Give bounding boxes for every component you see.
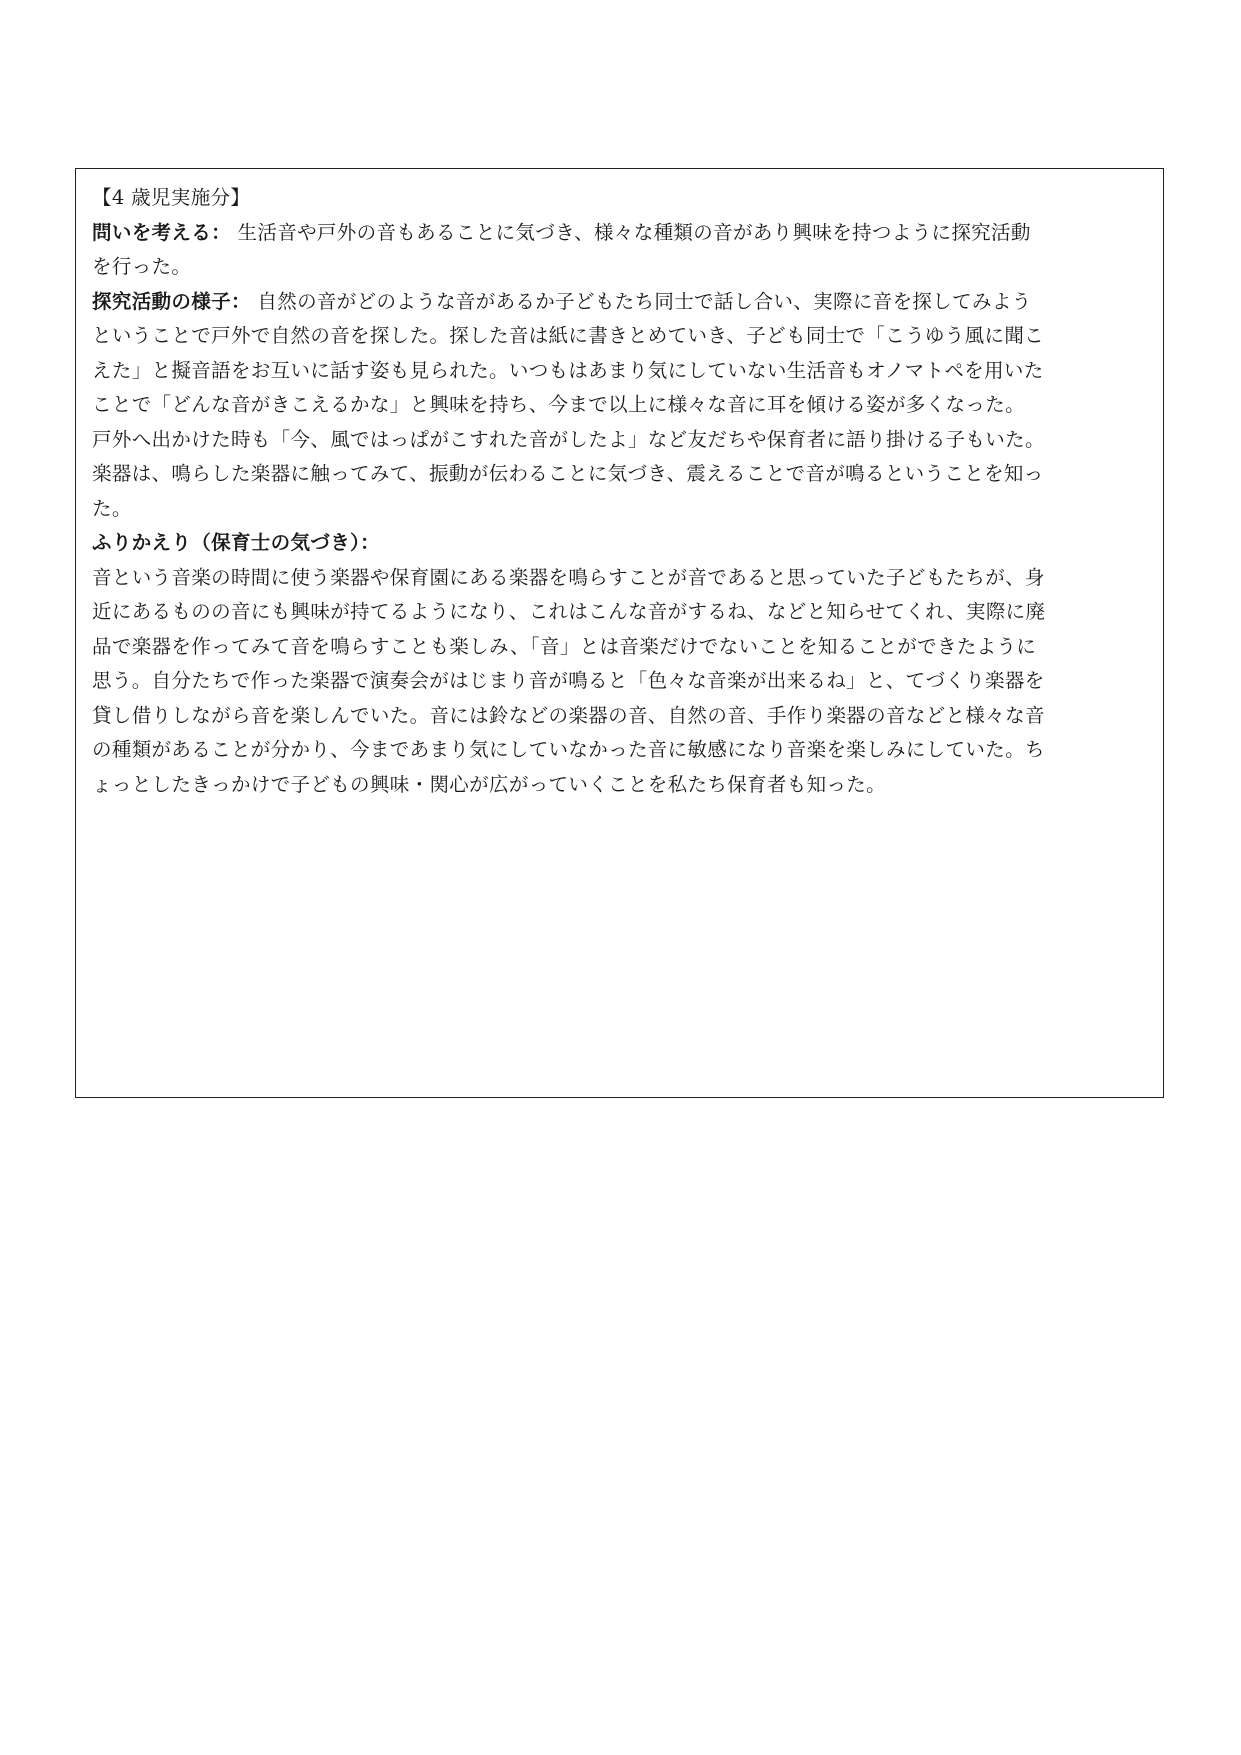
question-text: 生活音や戸外の音もあることに気づき、様々な種類の音があり興味を持つように探究活動 [237, 220, 1031, 244]
question-line [92, 216, 1149, 251]
reflection-text-line: 音という音楽の時間に使う楽器や保育園にある楽器を鳴らすことが音であると思っていた子どもたちが、身 [92, 565, 1045, 589]
section-heading: 【4 歳児実施分】 [92, 186, 251, 209]
activity-text-line: た。 [92, 496, 132, 520]
question-text-cont: を行った。 [92, 255, 192, 278]
reflection-text-line: の種類があることが分かり、今まであまり気にしていなかった音に敏感になり音楽を楽しみにしていた。ち [92, 738, 1045, 761]
activity-text-line: 楽器は、鳴らした楽器に触ってみて、振動が伝わることに気づき、震えることで音が鳴るということを知っ [92, 462, 1044, 485]
reflection-text-line: 近にあるものの音にも興味が持てるようになり、これはこんな音がするね、などと知らせてくれ、実際に廃 [92, 600, 1046, 623]
reflection-text-line: 貸し借りしながら音を楽しんでいた。音には鈴などの楽器の音、自然の音、手作り楽器の音などと様々な音 [92, 703, 1045, 727]
activity-text-line: ということで戸外で自然の音を探した。探した音は紙に書きとめていき、子ども同士で「こうゆう風に聞こ [92, 324, 1045, 347]
activity-text-line: ことで「どんな音がきこえるかな」と興味を持ち、今まで以上に様々な音に耳を傾ける姿が多くなった。 [92, 393, 1025, 416]
activity-text-line: 戸外へ出かけた時も「今、風ではっぱがこすれた音がしたよ」など友だちや保育者に語り掛ける子もいた。 [92, 427, 1045, 451]
activity-line [92, 285, 1149, 320]
activity-text-line: えた」と擬音語をお互いに話す姿も見られた。いつもはあまり気にしていない生活音もオノマトペを用いた [92, 358, 1044, 382]
reflection-text-line: 思う。自分たちで作った楽器で演奏会がはじまり音が鳴ると「色々な音楽が出来るね」と、てづくり楽器を [92, 669, 1045, 692]
reflection-text-line: 品で楽器を作ってみて音を鳴らすことも楽しみ、「音」とは音楽だけでないことを知ることができたように [92, 634, 1037, 658]
question-label: 問いを考える： [92, 220, 231, 244]
report-box [75, 168, 1164, 1098]
reflection-text-line: ょっとしたきっかけで子どもの興味・関心が広がっていくことを私たち保育者も知った。 [92, 772, 887, 796]
reflection-label: ふりかえり（保育士の気づき）： [92, 531, 381, 554]
activity-text: 自然の音がどのような音があるか子どもたち同士で話し合い、実際に音を探してみよう [257, 289, 1032, 313]
activity-label: 探究活動の様子： [92, 289, 251, 313]
